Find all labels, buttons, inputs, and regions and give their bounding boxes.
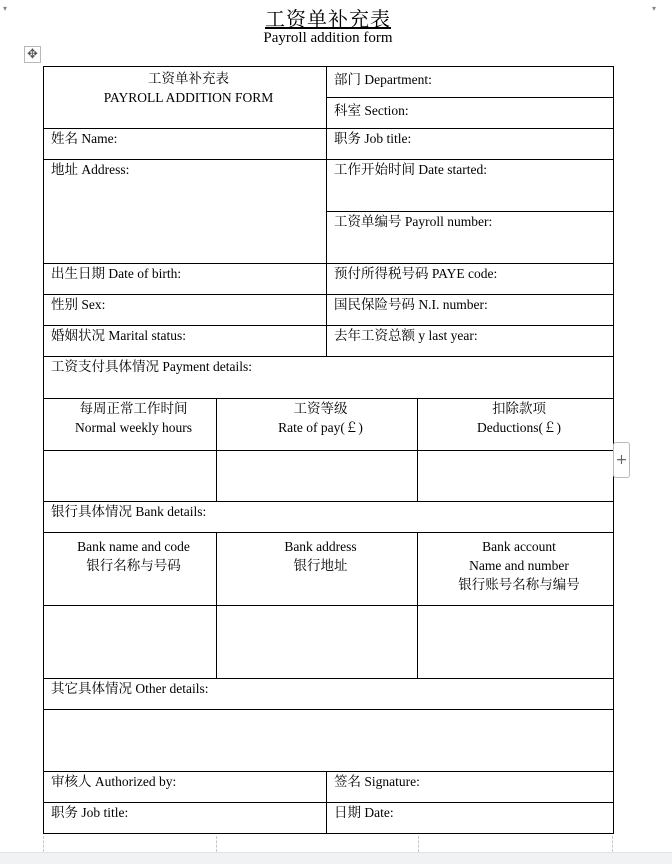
- other-details-heading: 其它具体情况 Other details:: [44, 679, 614, 710]
- date-started-field[interactable]: 工作开始时间 Date started:: [327, 160, 614, 212]
- document-subtitle: Payroll addition form: [263, 30, 393, 46]
- form-header-zh: 工资单补充表: [148, 71, 229, 86]
- weekly-hours-en: Normal weekly hours: [75, 420, 192, 435]
- bank-account-header: [418, 533, 614, 606]
- bank-address-header: [217, 533, 418, 606]
- name-field[interactable]: 姓名 Name:: [44, 129, 327, 160]
- corner-right-icon: ▾: [652, 4, 657, 13]
- bank-address-en: Bank address: [284, 539, 357, 554]
- bank-account-en-1: Bank account: [482, 539, 556, 554]
- department-field[interactable]: 部门 Department:: [327, 67, 614, 98]
- column-guide-line: [612, 836, 613, 852]
- form-header-en: PAYROLL ADDITION FORM: [103, 90, 274, 105]
- payroll-number-field[interactable]: 工资单编号 Payroll number:: [327, 212, 614, 264]
- bank-address-zh: 银行地址: [293, 558, 348, 573]
- authorized-by-field[interactable]: 审核人 Authorized by:: [44, 772, 327, 803]
- marital-status-field[interactable]: 婚姻状况 Marital status:: [44, 326, 327, 357]
- deductions-input[interactable]: [418, 451, 614, 502]
- rate-of-pay-en: Rate of pay(￡): [278, 420, 363, 435]
- payroll-form-table: [43, 66, 614, 834]
- signature-field[interactable]: 签名 Signature:: [327, 772, 614, 803]
- address-field[interactable]: 地址 Address:: [44, 160, 327, 264]
- bank-name-zh: 银行名称与号码: [86, 558, 181, 573]
- date-field[interactable]: 日期 Date:: [327, 803, 614, 834]
- corner-left-icon: ▾: [3, 4, 8, 13]
- deductions-header: [418, 399, 614, 451]
- rate-of-pay-zh: 工资等级: [293, 401, 348, 416]
- form-header-cell: [44, 67, 327, 129]
- paye-code-field[interactable]: 预付所得税号码 PAYE code:: [327, 264, 614, 295]
- column-guide-line: [216, 836, 217, 852]
- section-field[interactable]: 科室 Section:: [327, 98, 614, 129]
- rate-of-pay-input[interactable]: [217, 451, 418, 502]
- job-title-field[interactable]: 职务 Job title:: [327, 129, 614, 160]
- approver-job-title-field[interactable]: 职务 Job title:: [44, 803, 327, 834]
- bank-account-en-2: Name and number: [469, 558, 569, 573]
- column-guide-line: [43, 836, 44, 852]
- ni-number-field[interactable]: 国民保险号码 N.I. number:: [327, 295, 614, 326]
- table-move-handle-icon[interactable]: ✥: [24, 46, 41, 63]
- column-guide-line: [418, 836, 419, 852]
- sex-field[interactable]: 性别 Sex:: [44, 295, 327, 326]
- bank-name-input[interactable]: [44, 606, 217, 679]
- bank-account-input[interactable]: [418, 606, 614, 679]
- add-column-plus-icon[interactable]: +: [613, 442, 630, 478]
- payment-details-heading: 工资支付具体情况 Payment details:: [44, 357, 614, 399]
- deductions-en: Deductions(￡): [477, 420, 561, 435]
- deductions-zh: 扣除款项: [492, 401, 546, 416]
- date-of-birth-field[interactable]: 出生日期 Date of birth:: [44, 264, 327, 295]
- bank-account-zh: 银行账号名称与编号: [458, 577, 580, 592]
- bank-name-en: Bank name and code: [77, 539, 190, 554]
- weekly-hours-input[interactable]: [44, 451, 217, 502]
- bank-details-heading: 银行具体情况 Bank details:: [44, 502, 614, 533]
- last-year-pay-field[interactable]: 去年工资总额 y last year:: [327, 326, 614, 357]
- weekly-hours-zh: 每周正常工作时间: [79, 401, 188, 416]
- weekly-hours-header: [44, 399, 217, 451]
- other-details-input[interactable]: [44, 710, 614, 772]
- page-bottom-bar: [0, 852, 672, 864]
- rate-of-pay-header: [217, 399, 418, 451]
- bank-address-input[interactable]: [217, 606, 418, 679]
- bank-name-header: [44, 533, 217, 606]
- document-title: 工资单补充表: [265, 9, 391, 31]
